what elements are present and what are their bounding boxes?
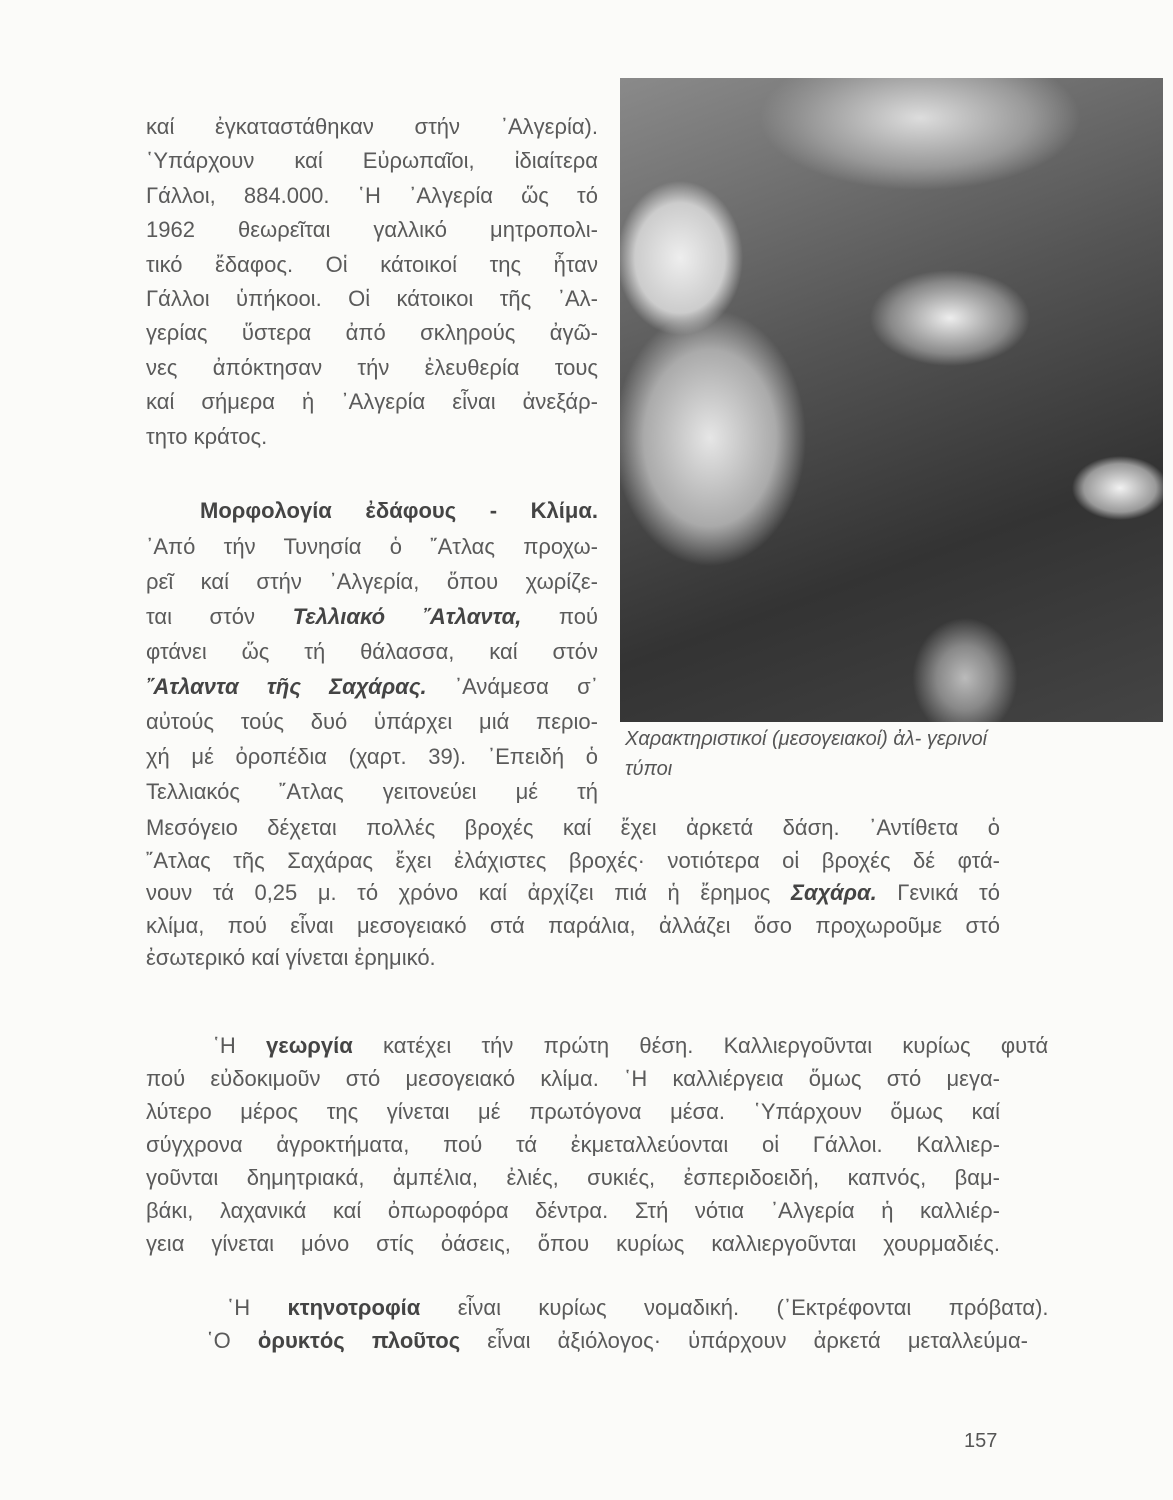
text-segment: Γάλλοι, 884.000. ῾Η ᾿Αλγερία ὥς τό [146, 182, 598, 208]
text-line [146, 600, 598, 634]
text-line [146, 420, 598, 454]
text-line [146, 876, 1000, 910]
text-segment: Γάλλοι ὑπήκοοι. Οἱ κάτοικοι τῆς ᾿Αλ- [146, 286, 598, 311]
text-line [146, 248, 598, 282]
text-segment: ᾿Από τήν Τυνησία ὁ ῎Ατλας προχω- [146, 534, 598, 559]
text-segment: βάκι, λαχανικά καί ὀπωροφόρα δέντρα. Στή νότια ᾿Αλγερία ἡ καλλιέρ- [146, 1198, 1000, 1223]
text-line [146, 530, 598, 564]
text-segment: χή μέ ὀροπέδια (χαρτ. 39). ᾿Επειδή ὁ [146, 744, 598, 769]
text-segment: ᾿Ανάμεσα σ᾿ [426, 674, 598, 699]
text-line [146, 110, 598, 144]
text-line [146, 941, 1000, 975]
text-segment: ῎Ατλας τῆς Σαχάρας ἔχει ἐλάχιστες βροχές· νοτιότερα οἱ βροχές δέ φτά- [146, 847, 1000, 873]
text-line [146, 1324, 1028, 1358]
text-segment: 1962 θεωρεῖται γαλλικό μητροπολι- [146, 217, 598, 243]
text-segment: σύγχρονα ἀγροκτήματα, πού τά ἐκμεταλλεύονται οἱ Γάλλοι. Καλλιερ- [146, 1132, 1000, 1157]
text-segment: εἶναι ἀξιόλογος· ὑπάρχουν ἀρκετά μεταλλεύμα- [460, 1327, 1028, 1353]
text-line [146, 844, 1000, 878]
text-segment: λύτερο μέρος της γίνεται μέ πρωτόγονα μέσα. ῾Υπάρχουν ὅμως καί [146, 1099, 1000, 1124]
text-segment: ται στόν [146, 604, 293, 629]
photo-algerian-people [620, 78, 1163, 722]
emphasized-text: Σαχάρα. [790, 880, 877, 905]
text-segment: ῾Η [146, 1033, 267, 1058]
text-line [146, 316, 598, 350]
text-line [146, 144, 598, 178]
text-line [146, 1161, 1000, 1195]
emphasized-text: Τελλιακό ῎Ατλαντα, [292, 604, 522, 629]
text-line [146, 282, 598, 316]
text-segment: ρεῖ καί στήν ᾿Αλγερία, ὅπου χωρίζε- [146, 569, 598, 594]
text-line [146, 811, 1000, 845]
text-segment: πού [521, 604, 599, 629]
text-line [146, 740, 598, 774]
text-line [146, 351, 598, 385]
text-segment: τικό ἔδαφος. Οἱ κάτοικοί της ἦταν [146, 251, 598, 277]
text-segment: καί σήμερα ἡ ᾿Αλγερία εἶναι ἀνεξάρ- [146, 389, 598, 415]
text-line [146, 705, 598, 739]
text-segment: Μεσόγειο δέχεται πολλές βροχές καί ἔχει ἀρκετά δάση. ᾿Αντίθετα ὁ [146, 815, 1000, 840]
text-segment: γοῦνται δημητριακά, ἀμπέλια, ἐλιές, συκιές, ἐσπεριδοειδή, καπνός, βαμ- [146, 1165, 1000, 1190]
section-heading [200, 494, 598, 528]
text-line [146, 775, 598, 809]
text-line [146, 1194, 1000, 1228]
text-segment: νουν τά 0,25 μ. τό χρόνο καί ἀρχίζει πιά ἡ ἔρημος [146, 880, 791, 905]
text-segment: νες ἀπόκτησαν τήν ἐλευθερία τους [146, 354, 598, 380]
text-line [146, 670, 598, 704]
heading-text: Μορφολογία ἐδάφους - Κλίμα. [200, 498, 598, 523]
text-segment: ἐσωτερικό καί γίνεται ἐρημικό. [146, 945, 436, 970]
text-line [146, 1062, 1000, 1096]
text-segment: ῾Ο [146, 1327, 258, 1353]
text-line [146, 909, 1000, 943]
page-number: 157 [964, 1430, 998, 1452]
emphasized-text: ὀρυκτός πλοῦτος [257, 1327, 461, 1353]
text-segment: κατέχει τήν πρώτη θέση. Καλλιεργοῦνται κυρίως φυτά [352, 1033, 1049, 1058]
text-line [146, 213, 598, 247]
text-segment: ῾Η [146, 1295, 288, 1320]
emphasized-text: γεωργία [266, 1033, 353, 1058]
text-segment: τητο κράτος. [146, 423, 268, 449]
text-line [146, 1291, 1049, 1325]
text-segment: γερίας ὕστερα ἀπό σκληρούς ἀγῶ- [146, 320, 598, 346]
text-segment: κλίμα, πού εἶναι μεσογειακό στά παράλια, ἀλλάζει ὅσο προχωροῦμε στό [146, 912, 1000, 938]
text-line [146, 179, 598, 213]
text-line [146, 385, 598, 419]
text-segment: εἶναι κυρίως νομαδική. (᾿Εκτρέφονται πρόβατα). [420, 1295, 1049, 1320]
text-segment: Τελλιακός ῎Ατλας γειτονεύει μέ τή [146, 779, 598, 804]
text-segment: καί ἐγκαταστάθηκαν στήν ᾿Αλγερία). [146, 114, 598, 139]
emphasized-text: κτηνοτροφία [287, 1295, 421, 1320]
text-line [146, 1029, 1049, 1063]
text-segment: αὐτούς τούς δυό ὑπάρχει μιά περιο- [146, 709, 598, 734]
text-segment: ῾Υπάρχουν καί Εὐρωπαῖοι, ἰδιαίτερα [146, 148, 598, 174]
emphasized-text: ῎Ατλαντα τῆς Σαχάρας. [146, 674, 427, 699]
text-segment: πού εὐδοκιμοῦν στό μεσογειακό κλίμα. ῾Η καλλιέργεια ὅμως στό μεγα- [146, 1066, 1000, 1091]
text-segment: γεια γίνεται μόνο στίς ὀάσεις, ὅπου κυρίως καλλιεργοῦνται χουρμαδιές. [146, 1231, 1000, 1256]
text-line [146, 635, 598, 669]
text-line [146, 1095, 1000, 1129]
text-line [146, 1128, 1000, 1162]
text-line [146, 565, 598, 599]
text-segment: φτάνει ὥς τή θάλασσα, καί στόν [146, 639, 598, 664]
photo-caption: Χαρακτηριστικοί (μεσογειακοί) ἀλ- γερινοί τύποι [625, 728, 988, 780]
text-segment: Γενικά τό [876, 880, 1000, 905]
text-line [146, 1227, 1000, 1261]
